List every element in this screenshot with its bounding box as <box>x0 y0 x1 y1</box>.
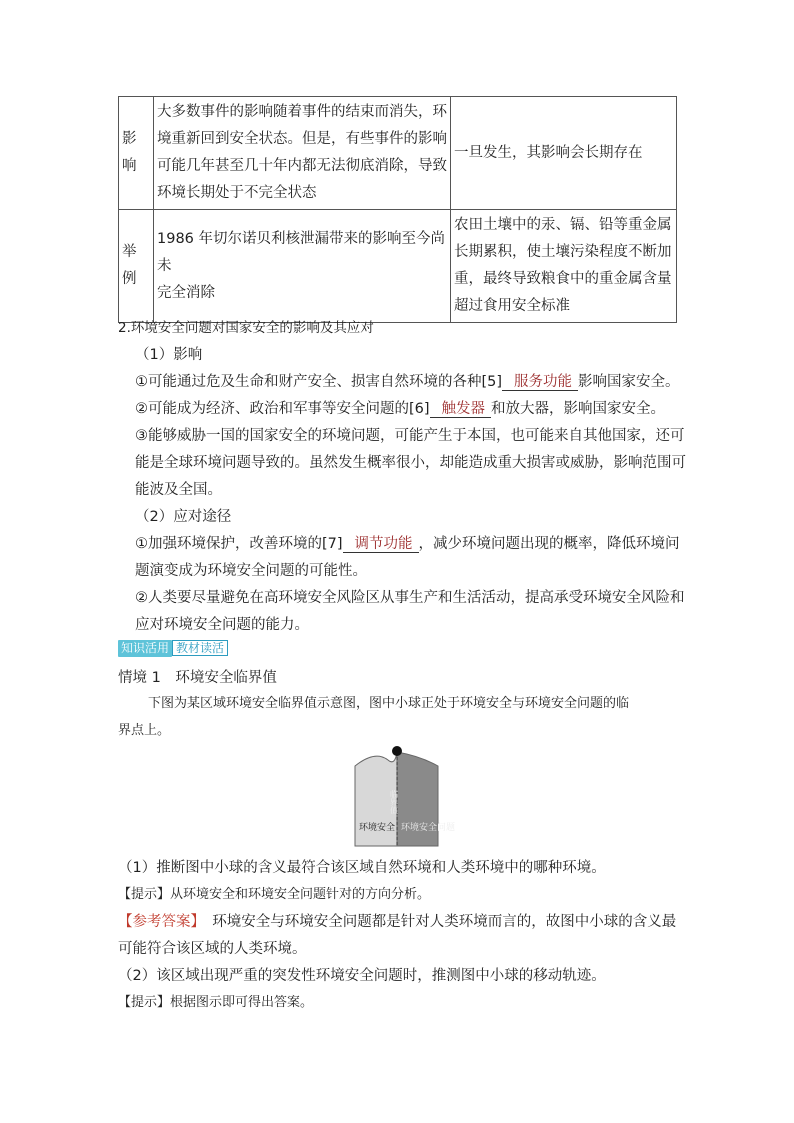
comparison-table <box>118 96 677 323</box>
cell-line: 重，最终导致粮食中的重金属含量 <box>454 271 672 287</box>
paragraph <box>135 532 680 553</box>
cell-line: 一旦发生，其影响会长期存在 <box>454 144 643 161</box>
subheading: （1）影响 <box>135 347 203 363</box>
text: ①可能通过危及生命和财产安全、损害自然环境的各种[5] <box>135 374 503 390</box>
cell-line: 完全消除 <box>157 284 215 301</box>
question-2: （2）该区域出现严重的突发性环境安全问题时，推测图中小球的移动轨迹。 <box>118 968 606 984</box>
question-1: （1）推断图中小球的含义最符合该区域自然环境和人类环境中的哪种环境。 <box>118 860 606 876</box>
cell-line: 可能几年甚至几十年内都无法彻底消除，导致 <box>157 158 447 174</box>
text: ，减少环境问题出现的概率，降低环境问 <box>418 536 680 552</box>
figure-label-mid: 临界值 <box>389 790 399 814</box>
text: ②可能成为经济、政治和军事等安全问题的[6] <box>135 401 430 417</box>
row-label: 影响 <box>119 97 154 210</box>
paragraph <box>135 397 665 418</box>
text: 和放大器，影响国家安全。 <box>491 401 666 417</box>
answer-blank: 触发器 <box>430 401 492 418</box>
table-cell <box>451 210 677 323</box>
paragraph-line: 能波及全国。 <box>135 482 222 498</box>
critical-value-figure <box>350 742 456 852</box>
cell-line: 长期累积，使土壤污染程度不断加 <box>454 244 672 260</box>
cell-line: 大多数事件的影响随着事件的结束而消失，环 <box>157 104 447 120</box>
paragraph-line: 题演变成为环境安全问题的可能性。 <box>135 563 367 579</box>
paragraph-line: ②人类要尽量避免在高环境安全风险区从事生产和生活活动，提高承受环境安全风险和 <box>135 590 685 606</box>
table-cell <box>154 210 451 323</box>
hint-2: 【提示】根据图示即可得出答案。 <box>118 995 314 1010</box>
scenario-title: 情境 1 环境安全临界值 <box>118 670 277 686</box>
table-row <box>119 97 677 210</box>
intro-line: 下图为某区域环境安全临界值示意图，图中小球正处于环境安全与环境安全问题的临 <box>148 696 630 711</box>
intro-line: 界点上。 <box>118 723 171 738</box>
tag-textbook: 教材读活 <box>172 640 228 656</box>
cell-line: 境重新回到安全状态。但是，有些事件的影响 <box>157 131 447 147</box>
hint-1: 【提示】从环境安全和环境安全问题针对的方向分析。 <box>118 887 431 902</box>
table-cell <box>451 97 677 210</box>
tag-group <box>118 640 228 657</box>
text: 影响国家安全。 <box>578 374 680 390</box>
answer <box>118 910 676 931</box>
table-cell <box>154 97 451 210</box>
ball-icon <box>392 746 402 756</box>
figure-label-right: 环境安全问题 <box>401 823 456 833</box>
paragraph-line: 应对环境安全问题的能力。 <box>135 617 309 633</box>
cell-line: 1986 年切尔诺贝利核泄漏带来的影响至今尚未 <box>157 230 446 274</box>
cell-line: 农田土壤中的汞、镉、铅等重金属 <box>454 217 672 233</box>
subheading: （2）应对途径 <box>135 509 232 525</box>
paragraph <box>135 370 680 391</box>
paragraph-line: 能是全球环境问题导致的。虽然发生概率很小，却能造成重大损害或威胁，影响范围可 <box>135 455 686 471</box>
answer-blank: 服务功能 <box>502 374 578 391</box>
paragraph-line: ③能够威胁一国的国家安全的环境问题，可能产生于本国，也可能来自其他国家，还可 <box>135 428 685 444</box>
text: ①加强环境保护，改善环境的[7] <box>135 536 343 552</box>
cell-line: 超过食用安全标准 <box>454 298 570 314</box>
row-label: 举例 <box>119 210 154 323</box>
figure-label-left: 环境安全 <box>359 823 396 833</box>
table-row <box>119 210 677 323</box>
answer-blank: 调节功能 <box>343 536 419 553</box>
tag-knowledge: 知识活用 <box>118 640 172 657</box>
section-title: 2.环境安全问题对国家安全的影响及其应对 <box>118 320 374 336</box>
answer-label: 【参考答案】 <box>118 914 198 930</box>
answer-text: 环境安全与环境安全问题都是针对人类环境而言的，故图中小球的含义最 <box>197 914 677 930</box>
answer-line: 可能符合该区域的人类环境。 <box>118 941 307 957</box>
cell-line: 环境长期处于不完全状态 <box>157 185 317 201</box>
